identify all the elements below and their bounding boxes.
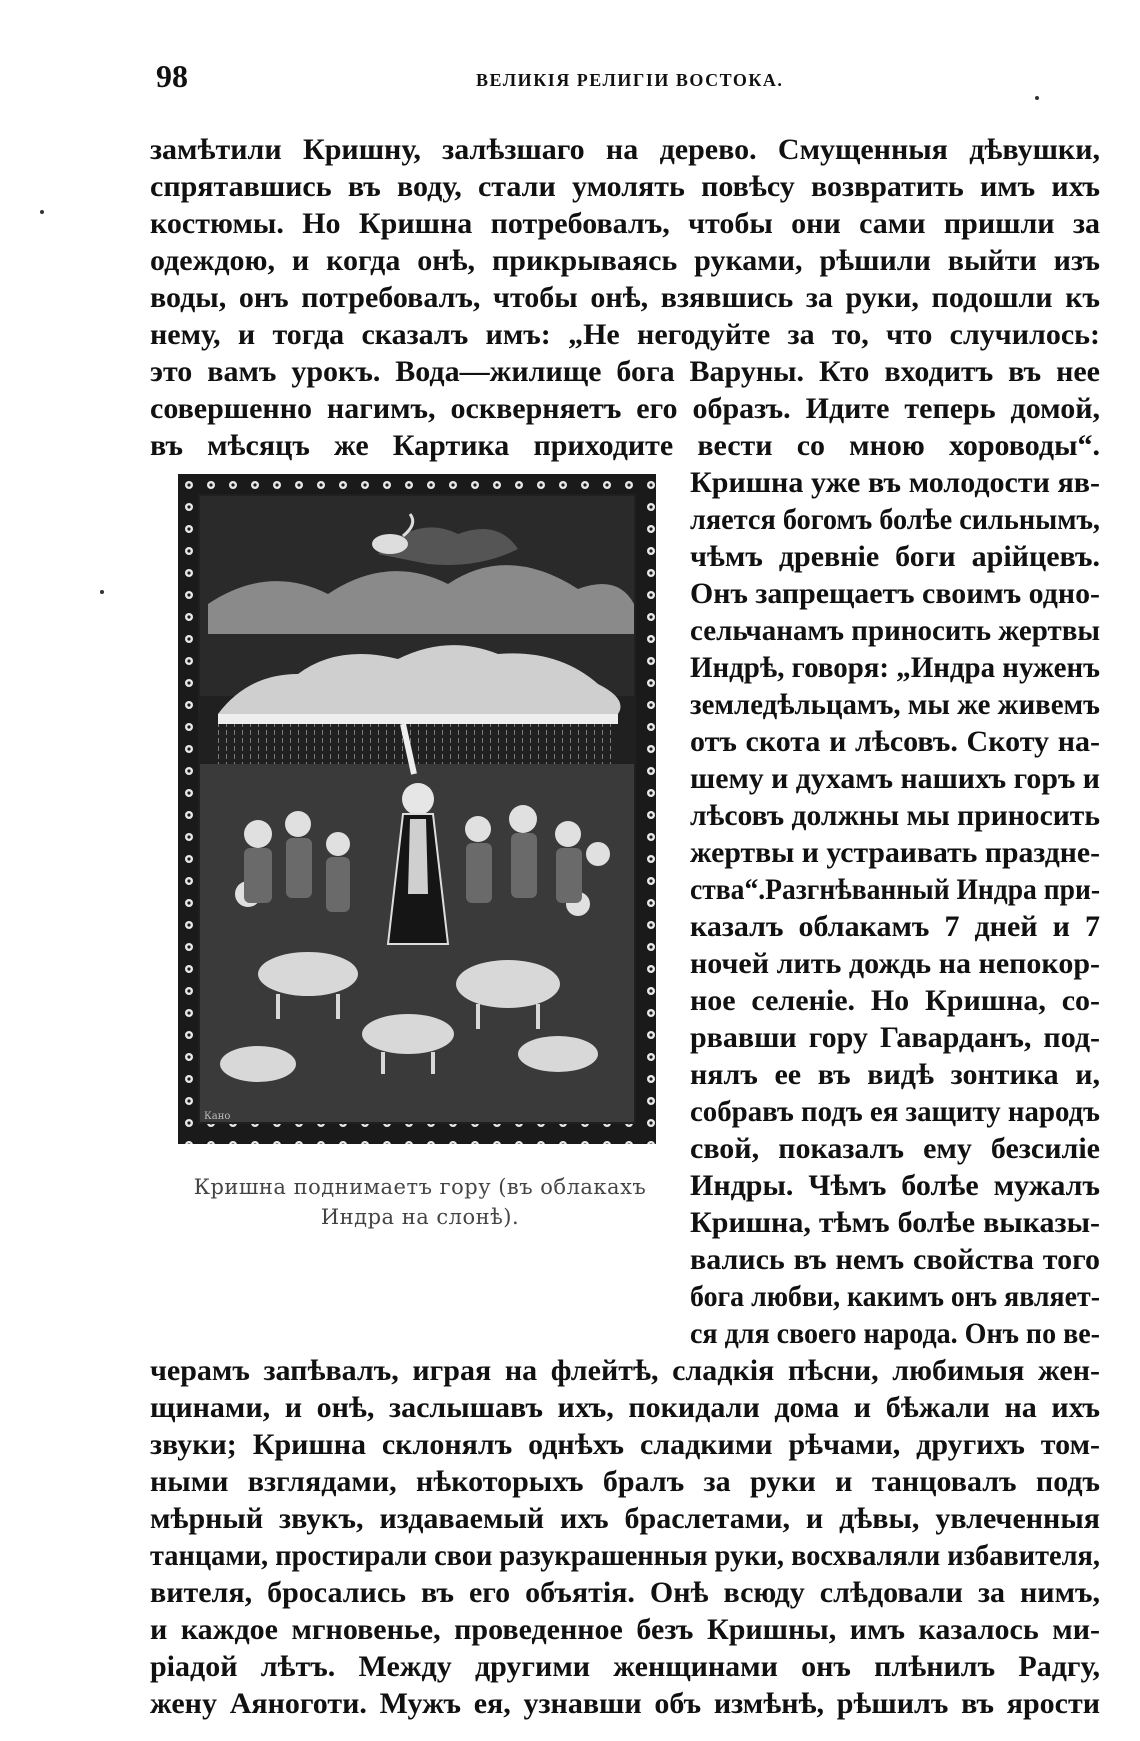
text-line: танцами, простирали свои разукрашенныя руки, восхваляли избавителя, xyxy=(150,1539,1100,1572)
text-line: совершенно нагимъ, оскверняетъ его образъ. Идите теперь домой, xyxy=(150,392,1100,425)
page-number: 98 xyxy=(156,58,188,94)
text-line: ными взглядами, нѣкоторыхъ бралъ за руки и танцовалъ подъ xyxy=(150,1465,1100,1498)
text-line: рвавши гору Гаварданъ, под- xyxy=(690,1021,1100,1054)
text-line: одеждою, и когда онѣ, прикрываясь руками, рѣшили выйти изъ xyxy=(150,244,1100,277)
text-line: ріадой лѣтъ. Между другими женщинами онъ плѣнилъ Радгу, xyxy=(150,1650,1100,1683)
text-line: замѣтили Кришну, залѣзшаго на дерево. Смущенныя дѣвушки, xyxy=(150,133,1100,166)
text-line: Индры. Чѣмъ болѣе мужалъ xyxy=(690,1169,1100,1202)
text-line: чѣмъ древніе боги арійцевъ. xyxy=(690,540,1100,573)
text-line: бога любви, какимъ онъ являет- xyxy=(690,1280,1100,1313)
margin-speck xyxy=(100,590,104,594)
text-line: щинами, и онѣ, заслышавъ ихъ, покидали дома и бѣжали на ихъ xyxy=(150,1391,1100,1424)
text-line: Кришна уже въ молодости яв- xyxy=(690,466,1100,499)
figure-caption xyxy=(160,1172,680,1232)
caption-line: Кришна поднимаетъ гору (въ облакахъ xyxy=(193,1175,647,1199)
margin-speck xyxy=(1035,96,1039,100)
illustration-krishna-lifting-mountain xyxy=(178,474,656,1144)
margin-speck xyxy=(40,210,44,214)
text-line: шему и духамъ нашихъ горъ и xyxy=(690,762,1100,795)
running-title: ВЕЛИКІЯ РЕЛИГІИ ВОСТОКА. xyxy=(476,70,784,90)
text-line: черамъ запѣвалъ, играя на флейтѣ, сладкія пѣсни, любимыя жен- xyxy=(150,1354,1100,1387)
indra-elephant xyxy=(372,534,408,554)
artist-signature: Кано xyxy=(204,1111,231,1122)
text-line: ства“.Разгнѣванный Индра при- xyxy=(690,873,1100,906)
text-line: нялъ ее въ видѣ зонтика и, xyxy=(690,1058,1100,1091)
text-line: это вамъ урокъ. Вода—жилище бога Варуны. Кто входитъ въ нее xyxy=(150,355,1100,388)
krishna-head xyxy=(402,783,434,815)
text-line: спрятавшись въ воду, стали умолять повѣсу возвратить имъ ихъ xyxy=(150,170,1100,203)
text-line: отъ скота и лѣсовъ. Скоту на- xyxy=(690,725,1100,758)
text-line: въ мѣсяцъ же Картика приходите вести со мною хороводы“. xyxy=(150,429,1100,462)
text-line: Индрѣ, говоря: „Индра нуженъ xyxy=(690,651,1100,684)
text-line: жертвы и устраивать праздне- xyxy=(690,836,1100,869)
text-line: воды, онъ потребовалъ, чтобы онѣ, взявшись за руки, подошли къ xyxy=(150,281,1100,314)
text-line: сельчанамъ приносить жертвы xyxy=(690,614,1100,647)
text-line: Кришна, тѣмъ болѣе выказы- xyxy=(690,1206,1100,1239)
text-line: и каждое мгновенье, проведенное безъ Кришны, имъ казалось ми- xyxy=(150,1613,1100,1646)
text-line: вались въ немъ свойства того xyxy=(690,1243,1100,1276)
text-line: нему, и тогда сказалъ имъ: „Не негодуйте за то, что случилось: xyxy=(150,318,1100,351)
caption-line: Индра на слонѣ). xyxy=(320,1205,520,1229)
text-line: свой, показалъ ему безсиліе xyxy=(690,1132,1100,1165)
text-line: лѣсовъ должны мы приносить xyxy=(690,799,1100,832)
text-line: казалъ облакамъ 7 дней и 7 xyxy=(690,910,1100,943)
text-line: ное селеніе. Но Кришна, со- xyxy=(690,984,1100,1017)
text-line: земледѣльцамъ, мы же живемъ xyxy=(690,688,1100,721)
text-line: жену Аяноготи. Мужъ ея, узнавши объ измѣнѣ, рѣшилъ въ ярости xyxy=(150,1687,1100,1720)
text-line: ся для своего народа. Онъ по ве- xyxy=(690,1317,1100,1350)
text-line: ляется богомъ болѣе сильнымъ, xyxy=(690,503,1100,536)
text-line: мѣрный звукъ, издаваемый ихъ браслетами, и дѣвы, увлеченныя xyxy=(150,1502,1100,1535)
text-line: собравъ подъ ея защиту народъ xyxy=(690,1095,1100,1128)
text-line: звуки; Кришна склонялъ однѣхъ сладкими рѣчами, другихъ том- xyxy=(150,1428,1100,1461)
text-line: вителя, бросались въ его объятія. Онѣ всюду слѣдовали за нимъ, xyxy=(150,1576,1100,1609)
text-line: ночей лить дождь на непокор- xyxy=(690,947,1100,980)
text-line: костюмы. Но Кришна потребовалъ, чтобы они сами пришли за xyxy=(150,207,1100,240)
text-line: Онъ запрещаетъ своимъ одно- xyxy=(690,577,1100,610)
